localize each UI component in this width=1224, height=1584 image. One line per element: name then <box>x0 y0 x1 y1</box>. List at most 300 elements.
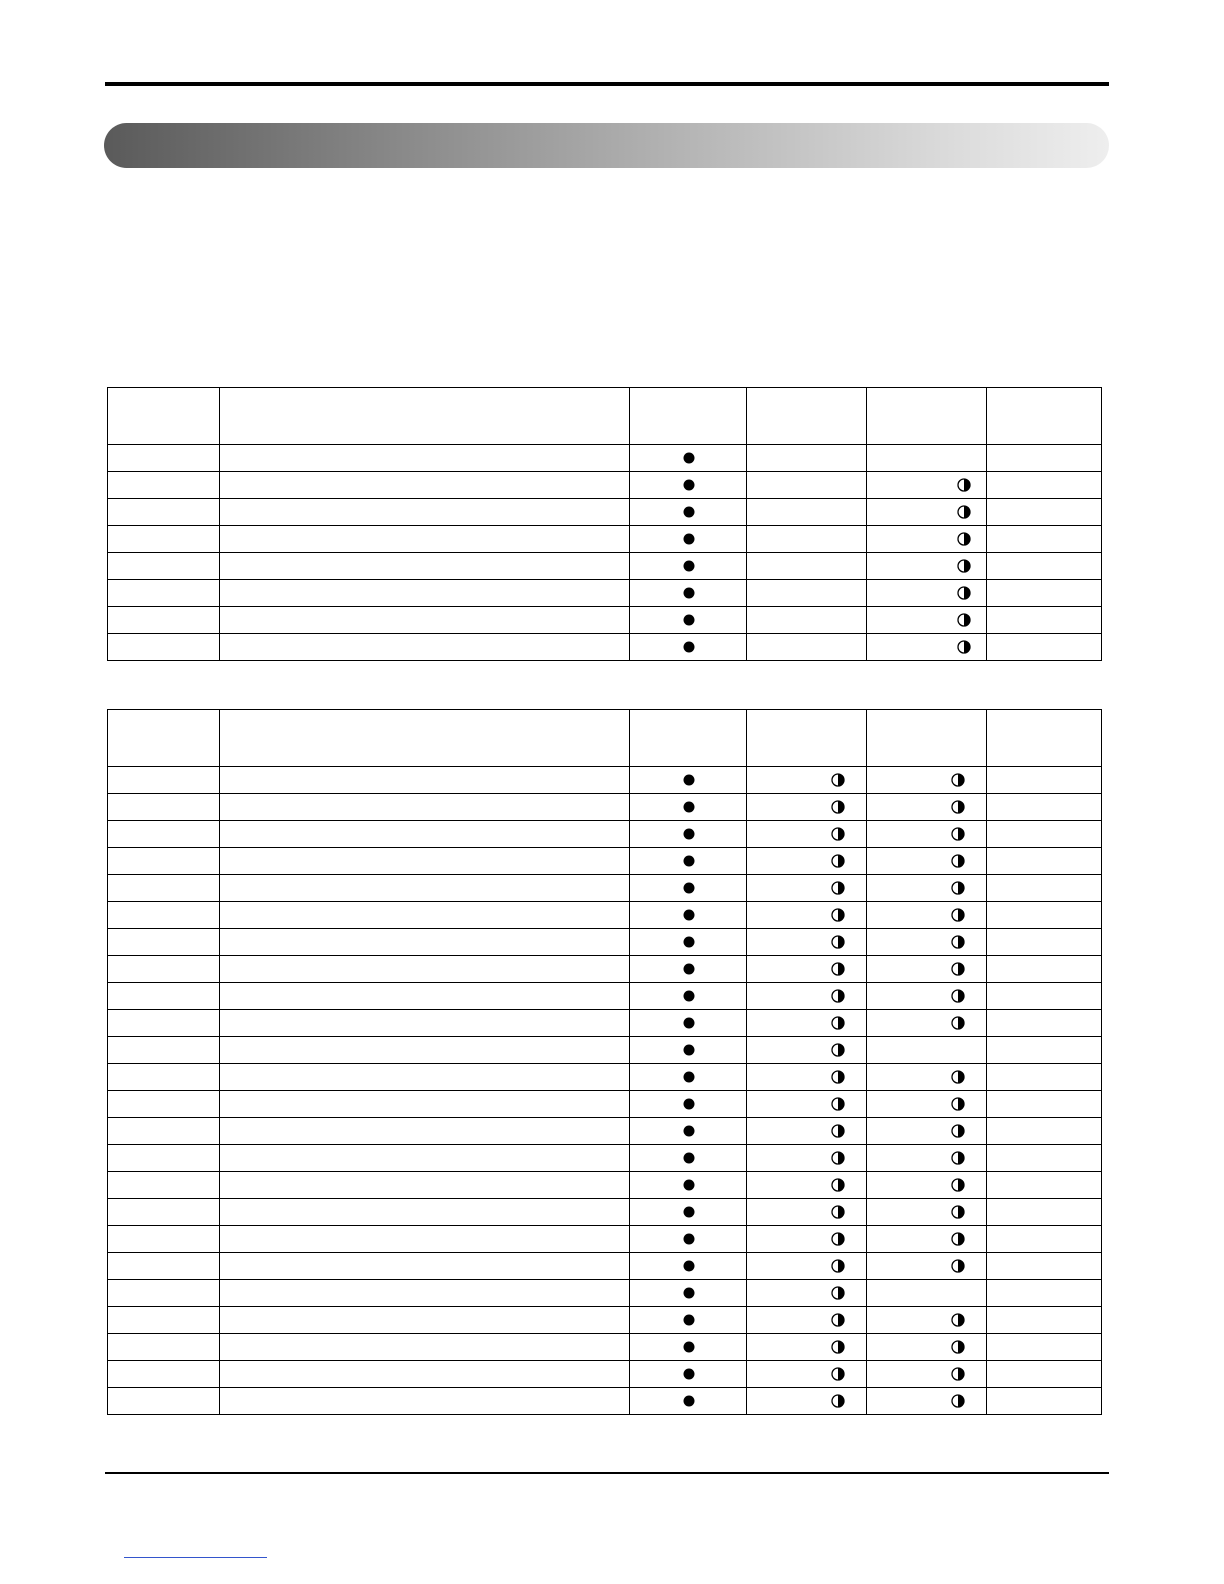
table-row <box>108 553 1102 580</box>
table-cell <box>220 1064 630 1091</box>
table-cell <box>867 1064 987 1091</box>
header-cell <box>867 388 987 445</box>
table-cell <box>630 1307 747 1334</box>
filled-circle-icon <box>682 1286 696 1300</box>
table-cell <box>747 553 867 580</box>
half-circle-icon <box>951 881 965 895</box>
table-cell <box>108 499 220 526</box>
table-cell <box>630 767 747 794</box>
half-circle-icon <box>831 1151 845 1165</box>
table-cell <box>987 848 1102 875</box>
table-cell <box>630 902 747 929</box>
half-circle-icon <box>951 908 965 922</box>
half-circle-icon <box>831 1205 845 1219</box>
half-circle-icon <box>831 1232 845 1246</box>
table-cell <box>220 794 630 821</box>
table-cell <box>630 580 747 607</box>
half-circle-icon <box>831 881 845 895</box>
table-cell <box>220 1280 630 1307</box>
half-circle-icon <box>831 854 845 868</box>
half-circle-icon <box>957 532 971 546</box>
filled-circle-icon <box>682 935 696 949</box>
table-row <box>108 956 1102 983</box>
table-row <box>108 1064 1102 1091</box>
table-cell <box>108 1010 220 1037</box>
table-row <box>108 499 1102 526</box>
table-cell <box>987 1226 1102 1253</box>
filled-circle-icon <box>682 1367 696 1381</box>
filled-circle-icon <box>682 1232 696 1246</box>
header-cell <box>220 710 630 767</box>
table-cell <box>220 472 630 499</box>
table-cell <box>108 1118 220 1145</box>
table-cell <box>220 1388 630 1415</box>
half-circle-icon <box>951 935 965 949</box>
table-cell <box>108 1388 220 1415</box>
table-cell <box>987 1037 1102 1064</box>
table-cell <box>108 794 220 821</box>
table-cell <box>987 553 1102 580</box>
header-cell <box>220 388 630 445</box>
table-cell <box>747 472 867 499</box>
table-cell <box>867 526 987 553</box>
table-cell <box>220 607 630 634</box>
half-circle-icon <box>951 1016 965 1030</box>
table-cell <box>630 848 747 875</box>
table-cell <box>630 553 747 580</box>
table-cell <box>987 929 1102 956</box>
half-circle-icon <box>951 1097 965 1111</box>
table-cell <box>987 580 1102 607</box>
table-cell <box>108 1037 220 1064</box>
table-cell <box>747 956 867 983</box>
half-circle-icon <box>951 773 965 787</box>
table-row <box>108 767 1102 794</box>
table-row <box>108 1334 1102 1361</box>
table-cell <box>867 929 987 956</box>
table-cell <box>867 821 987 848</box>
table-cell <box>220 1253 630 1280</box>
table-cell <box>220 1010 630 1037</box>
half-circle-icon <box>951 1205 965 1219</box>
table-row <box>108 1091 1102 1118</box>
header-cell <box>108 710 220 767</box>
table-cell <box>867 1172 987 1199</box>
half-circle-icon <box>831 1286 845 1300</box>
table-cell <box>220 1145 630 1172</box>
table-row <box>108 821 1102 848</box>
table-cell <box>987 445 1102 472</box>
table-row <box>108 607 1102 634</box>
table-cell <box>220 983 630 1010</box>
table-row <box>108 1361 1102 1388</box>
table-cell <box>747 634 867 661</box>
header-cell <box>747 388 867 445</box>
table-cell <box>987 526 1102 553</box>
half-circle-icon <box>831 1340 845 1354</box>
footer-link-underline[interactable] <box>124 1557 267 1558</box>
table-cell <box>630 472 747 499</box>
table-row <box>108 1118 1102 1145</box>
table-cell <box>220 767 630 794</box>
table-cell <box>867 1307 987 1334</box>
table-cell <box>747 875 867 902</box>
table-cell <box>747 607 867 634</box>
filled-circle-icon <box>682 800 696 814</box>
half-circle-icon <box>951 989 965 1003</box>
table-cell <box>220 1172 630 1199</box>
table-cell <box>220 956 630 983</box>
table-cell <box>220 634 630 661</box>
half-circle-icon <box>957 478 971 492</box>
half-circle-icon <box>831 1178 845 1192</box>
table-cell <box>220 1361 630 1388</box>
table-cell <box>220 1334 630 1361</box>
table-cell <box>867 794 987 821</box>
table-row <box>108 1199 1102 1226</box>
table-row <box>108 1226 1102 1253</box>
half-circle-icon <box>951 962 965 976</box>
half-circle-icon <box>831 1367 845 1381</box>
table-cell <box>108 445 220 472</box>
table-cell <box>867 1388 987 1415</box>
table-cell <box>108 1280 220 1307</box>
filled-circle-icon <box>682 1259 696 1273</box>
table-cell <box>630 1199 747 1226</box>
table-cell <box>867 1334 987 1361</box>
table-cell <box>220 875 630 902</box>
table-row <box>108 1037 1102 1064</box>
half-circle-icon <box>831 1043 845 1057</box>
table-cell <box>747 1010 867 1037</box>
filled-circle-icon <box>682 586 696 600</box>
table-cell <box>630 794 747 821</box>
table-cell <box>220 1226 630 1253</box>
half-circle-icon <box>831 1313 845 1327</box>
table-cell <box>108 553 220 580</box>
section-title-banner <box>104 123 1109 168</box>
filled-circle-icon <box>682 1313 696 1327</box>
half-circle-icon <box>831 1259 845 1273</box>
table-cell <box>108 1172 220 1199</box>
table-cell <box>220 1118 630 1145</box>
table-cell <box>867 445 987 472</box>
table-cell <box>867 767 987 794</box>
table-cell <box>108 1091 220 1118</box>
table-row <box>108 875 1102 902</box>
table-cell <box>108 607 220 634</box>
header-cell <box>108 388 220 445</box>
table-row <box>108 1253 1102 1280</box>
table-cell <box>747 929 867 956</box>
header-cell <box>987 388 1102 445</box>
half-circle-icon <box>957 640 971 654</box>
table-cell <box>630 1037 747 1064</box>
table-cell <box>747 983 867 1010</box>
half-circle-icon <box>831 1097 845 1111</box>
table-cell <box>867 634 987 661</box>
table-cell <box>108 1226 220 1253</box>
table-row <box>108 848 1102 875</box>
table-cell <box>630 499 747 526</box>
filled-circle-icon <box>682 478 696 492</box>
half-circle-icon <box>831 800 845 814</box>
table-cell <box>987 875 1102 902</box>
table-cell <box>987 1118 1102 1145</box>
table-cell <box>867 499 987 526</box>
table-cell <box>220 445 630 472</box>
table-cell <box>987 1307 1102 1334</box>
half-circle-icon <box>957 559 971 573</box>
table-cell <box>747 821 867 848</box>
table-cell <box>987 794 1102 821</box>
table-cell <box>987 983 1102 1010</box>
table-cell <box>747 1037 867 1064</box>
table-cell <box>747 1226 867 1253</box>
table-header-row <box>108 710 1102 767</box>
table-cell <box>220 1307 630 1334</box>
filled-circle-icon <box>682 1394 696 1408</box>
table-cell <box>630 1388 747 1415</box>
filled-circle-icon <box>682 1205 696 1219</box>
half-circle-icon <box>951 1070 965 1084</box>
table-cell <box>630 983 747 1010</box>
table-cell <box>108 848 220 875</box>
table-cell <box>108 1253 220 1280</box>
half-circle-icon <box>831 1394 845 1408</box>
table-cell <box>747 794 867 821</box>
table-cell <box>987 767 1102 794</box>
table-cell <box>220 821 630 848</box>
table-cell <box>108 929 220 956</box>
filled-circle-icon <box>682 1151 696 1165</box>
table-cell <box>867 1253 987 1280</box>
table-cell <box>220 526 630 553</box>
table-cell <box>630 1253 747 1280</box>
table-cell <box>987 607 1102 634</box>
table-cell <box>747 499 867 526</box>
table-cell <box>867 983 987 1010</box>
table-cell <box>987 1361 1102 1388</box>
table-row <box>108 634 1102 661</box>
table-cell <box>867 1226 987 1253</box>
table-cell <box>747 1361 867 1388</box>
table-cell <box>630 1334 747 1361</box>
table-cell <box>867 1037 987 1064</box>
table-cell <box>747 1091 867 1118</box>
half-circle-icon <box>951 1340 965 1354</box>
table-row <box>108 580 1102 607</box>
table-row <box>108 1010 1102 1037</box>
filled-circle-icon <box>682 908 696 922</box>
table-cell <box>220 1091 630 1118</box>
table-cell <box>108 956 220 983</box>
table-cell <box>867 1361 987 1388</box>
half-circle-icon <box>831 908 845 922</box>
table-cell <box>630 1361 747 1388</box>
table-cell <box>747 1388 867 1415</box>
table-cell <box>867 1118 987 1145</box>
table-cell <box>867 1145 987 1172</box>
table-row <box>108 1145 1102 1172</box>
half-circle-icon <box>951 1259 965 1273</box>
table-cell <box>987 1253 1102 1280</box>
filled-circle-icon <box>682 1070 696 1084</box>
table-cell <box>867 1010 987 1037</box>
table-row <box>108 1307 1102 1334</box>
table-cell <box>630 1145 747 1172</box>
table-cell <box>630 634 747 661</box>
half-circle-icon <box>957 613 971 627</box>
filled-circle-icon <box>682 1340 696 1354</box>
table-cell <box>867 472 987 499</box>
table-cell <box>747 526 867 553</box>
table-cell <box>630 526 747 553</box>
table-cell <box>747 1064 867 1091</box>
table-cell <box>220 1037 630 1064</box>
table-cell <box>987 634 1102 661</box>
table-cell <box>987 499 1102 526</box>
half-circle-icon <box>831 1124 845 1138</box>
table-cell <box>747 1280 867 1307</box>
filled-circle-icon <box>682 505 696 519</box>
half-circle-icon <box>831 1016 845 1030</box>
table-cell <box>108 1064 220 1091</box>
table-cell <box>987 472 1102 499</box>
header-cell <box>987 710 1102 767</box>
table-cell <box>867 553 987 580</box>
table-row <box>108 526 1102 553</box>
table-cell <box>108 526 220 553</box>
table-cell <box>630 1172 747 1199</box>
table-row <box>108 902 1102 929</box>
table-cell <box>630 821 747 848</box>
table-cell <box>630 1064 747 1091</box>
filled-circle-icon <box>682 854 696 868</box>
table-cell <box>987 1280 1102 1307</box>
bottom-rule <box>105 1472 1109 1474</box>
table-cell <box>747 767 867 794</box>
half-circle-icon <box>951 854 965 868</box>
table-cell <box>630 1091 747 1118</box>
table-cell <box>987 821 1102 848</box>
filled-circle-icon <box>682 1043 696 1057</box>
table-row <box>108 445 1102 472</box>
half-circle-icon <box>951 1367 965 1381</box>
table-cell <box>630 956 747 983</box>
table-row <box>108 1172 1102 1199</box>
filled-circle-icon <box>682 1178 696 1192</box>
table-cell <box>987 1145 1102 1172</box>
half-circle-icon <box>951 800 965 814</box>
table-cell <box>747 1199 867 1226</box>
table-cell <box>747 1307 867 1334</box>
table-cell <box>867 1091 987 1118</box>
table-cell <box>108 1307 220 1334</box>
table-cell <box>630 445 747 472</box>
half-circle-icon <box>951 1313 965 1327</box>
table-cell <box>108 1361 220 1388</box>
table-1 <box>107 387 1102 661</box>
half-circle-icon <box>831 989 845 1003</box>
table-cell <box>220 499 630 526</box>
table-cell <box>867 1280 987 1307</box>
table-cell <box>867 607 987 634</box>
filled-circle-icon <box>682 1016 696 1030</box>
table-cell <box>630 607 747 634</box>
table-cell <box>867 1199 987 1226</box>
table-cell <box>630 1226 747 1253</box>
half-circle-icon <box>951 1394 965 1408</box>
filled-circle-icon <box>682 827 696 841</box>
table-cell <box>108 1199 220 1226</box>
table-cell <box>108 472 220 499</box>
table-cell <box>220 902 630 929</box>
table-cell <box>747 902 867 929</box>
table-cell <box>747 1118 867 1145</box>
table-cell <box>220 580 630 607</box>
table-row <box>108 983 1102 1010</box>
table-cell <box>987 902 1102 929</box>
table-cell <box>630 875 747 902</box>
table-row <box>108 472 1102 499</box>
filled-circle-icon <box>682 1097 696 1111</box>
table-cell <box>747 580 867 607</box>
table-cell <box>108 821 220 848</box>
table-cell <box>987 1199 1102 1226</box>
table-cell <box>108 580 220 607</box>
table-cell <box>220 848 630 875</box>
half-circle-icon <box>831 935 845 949</box>
header-cell <box>630 710 747 767</box>
half-circle-icon <box>831 962 845 976</box>
half-circle-icon <box>951 1178 965 1192</box>
table-row <box>108 1388 1102 1415</box>
header-cell <box>630 388 747 445</box>
table-cell <box>220 553 630 580</box>
half-circle-icon <box>831 773 845 787</box>
table-cell <box>108 1145 220 1172</box>
filled-circle-icon <box>682 532 696 546</box>
half-circle-icon <box>831 1070 845 1084</box>
table-cell <box>747 1253 867 1280</box>
half-circle-icon <box>957 505 971 519</box>
filled-circle-icon <box>682 989 696 1003</box>
table-cell <box>220 929 630 956</box>
table-cell <box>987 956 1102 983</box>
half-circle-icon <box>957 586 971 600</box>
table-cell <box>108 902 220 929</box>
table-cell <box>108 1334 220 1361</box>
table-cell <box>987 1388 1102 1415</box>
table-2 <box>107 709 1102 1415</box>
top-rule <box>105 82 1109 86</box>
filled-circle-icon <box>682 1124 696 1138</box>
filled-circle-icon <box>682 640 696 654</box>
half-circle-icon <box>951 827 965 841</box>
table-cell <box>630 1280 747 1307</box>
table-cell <box>867 956 987 983</box>
table-cell <box>108 875 220 902</box>
filled-circle-icon <box>682 881 696 895</box>
table-cell <box>747 1334 867 1361</box>
table-cell <box>747 445 867 472</box>
half-circle-icon <box>951 1232 965 1246</box>
header-cell <box>867 710 987 767</box>
table-cell <box>630 1118 747 1145</box>
filled-circle-icon <box>682 773 696 787</box>
header-cell <box>747 710 867 767</box>
